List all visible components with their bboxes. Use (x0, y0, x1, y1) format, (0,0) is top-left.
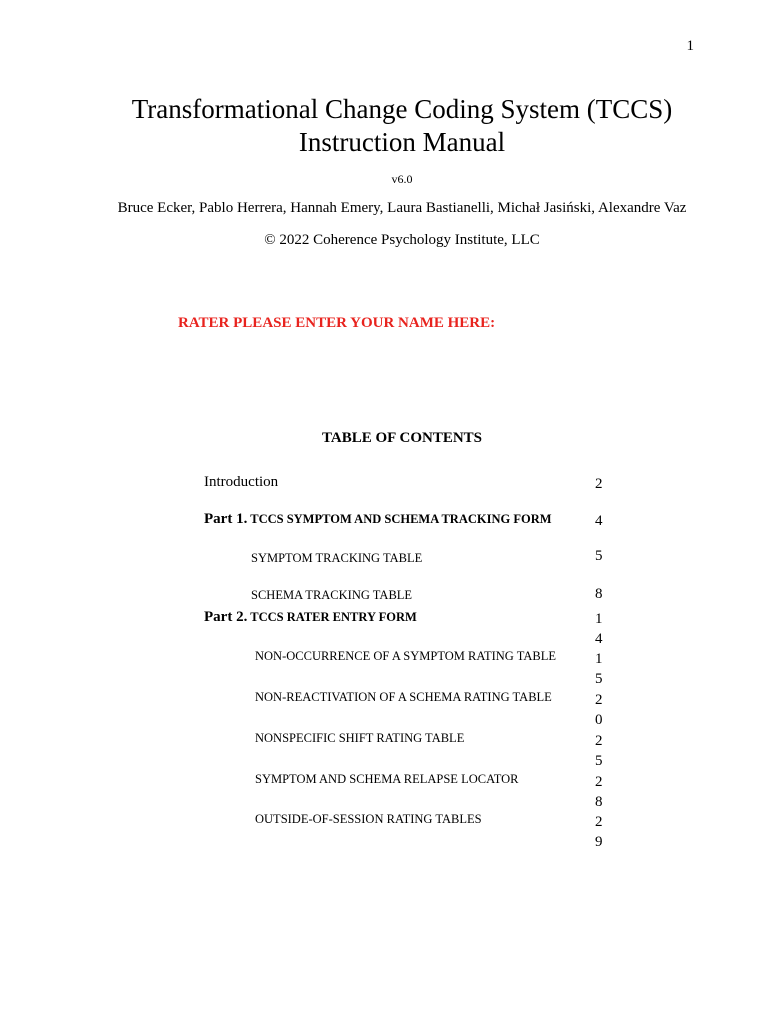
title-line-1: Transformational Change Coding System (TCCS) (131, 94, 673, 124)
toc-entry-page: 25 (595, 733, 603, 769)
toc-entry-relapse-locator[interactable] (0, 772, 768, 812)
toc-entry-label: OUTSIDE-OF-SESSION RATING TABLES (255, 812, 482, 826)
toc-entry-page: 20 (595, 692, 603, 728)
toc-heading: TABLE OF CONTENTS (321, 430, 483, 446)
toc-part-prefix: Part 1. (204, 511, 248, 527)
toc-entry-page: 15 (595, 651, 603, 687)
toc-entry-page: 8 (595, 586, 603, 602)
toc-entry-label (204, 511, 552, 528)
toc-entry-label: SYMPTOM AND SCHEMA RELAPSE LOCATOR (255, 772, 519, 786)
toc-entry-page: 5 (595, 548, 603, 564)
toc-entry-label: NON-OCCURRENCE OF A SYMPTOM RATING TABLE (255, 649, 557, 663)
toc-entry-page: 14 (595, 611, 603, 647)
copyright-line: © 2022 Coherence Psychology Institute, LLC (264, 232, 540, 248)
toc-entry-label: SCHEMA TRACKING TABLE (251, 588, 413, 602)
toc-entry-label: NON-REACTIVATION OF A SCHEMA RATING TABLE (255, 690, 552, 704)
toc-part-title: TCCS RATER ENTRY FORM (250, 610, 417, 624)
toc-entry-page: 2 (595, 476, 603, 492)
toc-entry-introduction[interactable] (0, 474, 768, 514)
toc-entry-part-1[interactable] (0, 511, 768, 551)
page-number: 1 (686, 38, 694, 54)
toc-part-prefix: Part 2. (204, 609, 248, 625)
document-title (0, 93, 768, 159)
version-label: v6.0 (391, 172, 413, 186)
toc-entry-part-2[interactable] (0, 609, 768, 649)
toc-entry-label: Introduction (204, 474, 279, 490)
toc-part-title: TCCS SYMPTOM AND SCHEMA TRACKING FORM (250, 512, 552, 526)
toc-entry-outside-session[interactable] (0, 812, 768, 852)
toc-entry-non-occurrence-symptom[interactable] (0, 649, 768, 689)
toc-entry-page: 29 (595, 814, 603, 850)
toc-entry-page: 4 (595, 513, 603, 529)
toc-entry-label: SYMPTOM TRACKING TABLE (251, 551, 423, 565)
rater-name-prompt[interactable]: RATER PLEASE ENTER YOUR NAME HERE: (178, 315, 496, 331)
toc-entry-page: 28 (595, 774, 603, 810)
toc-entry-nonspecific-shift[interactable] (0, 731, 768, 771)
authors-line: Bruce Ecker, Pablo Herrera, Hannah Emery, Laura Bastianelli, Michał Jasiński, Alexandre Vaz (117, 200, 687, 216)
toc-entry-non-reactivation-schema[interactable] (0, 690, 768, 730)
toc-entry-symptom-tracking-table[interactable] (0, 549, 768, 589)
toc-entry-label: NONSPECIFIC SHIFT RATING TABLE (255, 731, 465, 745)
title-line-2: Instruction Manual (298, 127, 506, 157)
toc-entry-label (204, 609, 417, 626)
